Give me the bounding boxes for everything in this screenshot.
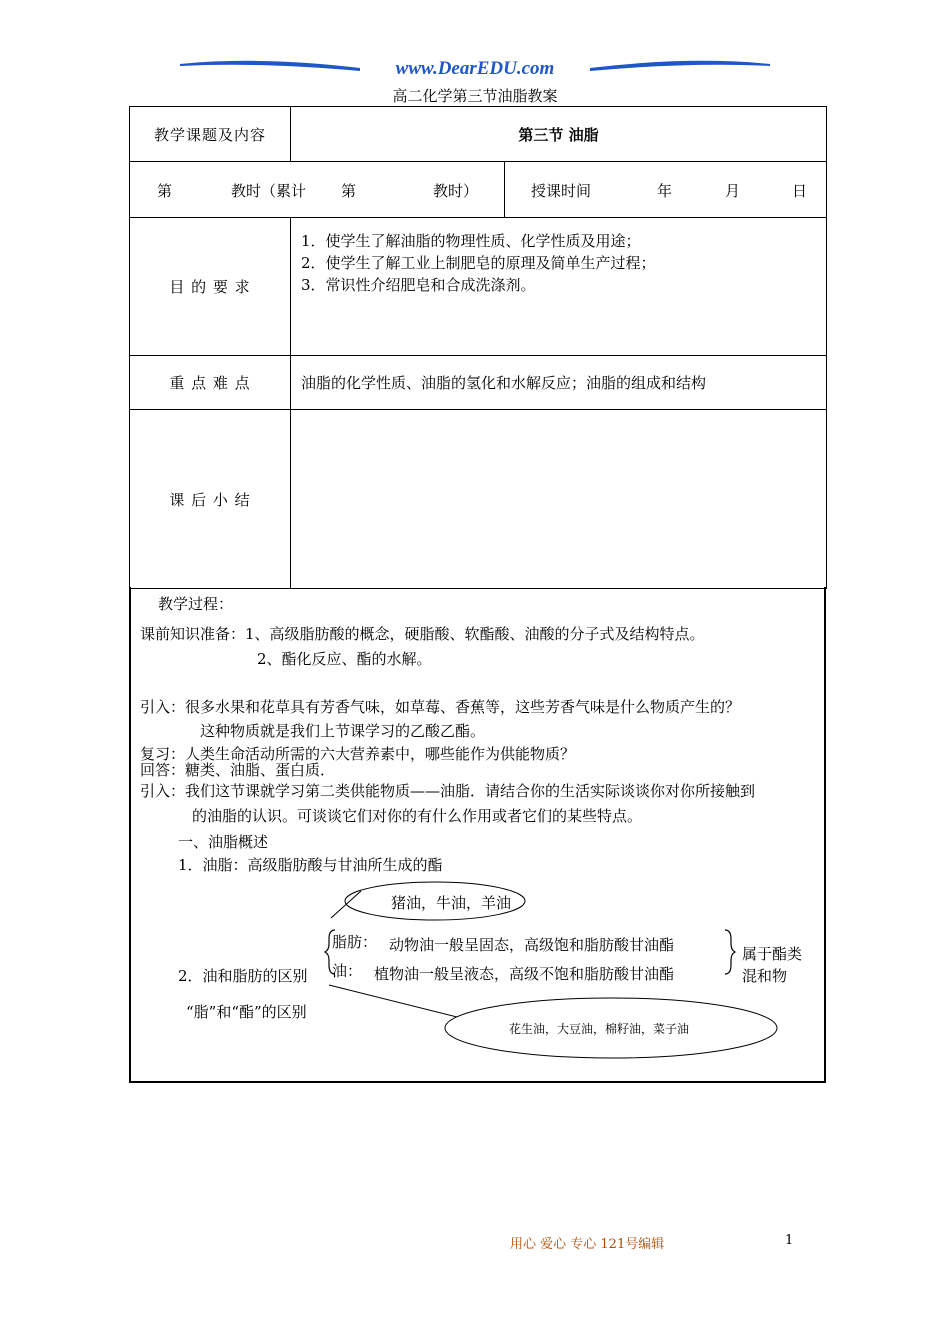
footer-editor-note: 用心 爱心 专心 121号编辑 bbox=[510, 1237, 665, 1252]
summary-value bbox=[291, 410, 827, 589]
key-points-label: 重 点 难 点 bbox=[130, 356, 291, 410]
intro-2-line-1: 引入：我们这节课就学习第二类供能物质——油脂．请结合你的生活实际谈谈你对你所接触到 bbox=[140, 782, 756, 800]
lesson-info-table bbox=[129, 106, 827, 589]
intro-2-line-2: 的油脂的认识。可谈谈它们对你的有什么作用或者它们的某些特点。 bbox=[192, 807, 643, 825]
fat-label: 脂肪： bbox=[332, 933, 378, 951]
process-heading: 教学过程： bbox=[158, 595, 234, 613]
prep-line-2: 2、酯化反应、酯的水解。 bbox=[257, 650, 432, 668]
top-bubble-text: 猪油，牛油，羊油 bbox=[391, 894, 512, 912]
intro-line-2: 这种物质就是我们上节课学习的乙酸乙酯。 bbox=[200, 722, 486, 740]
summary-label: 课 后 小 结 bbox=[130, 410, 291, 589]
year-label: 年 bbox=[657, 182, 673, 200]
review-line: 复习：人类生命活动所需的六大营养素中，哪些能作为供能物质？ bbox=[140, 745, 576, 763]
objective-item: 1．使学生了解油脂的物理性质、化学性质及用途； bbox=[301, 232, 641, 250]
objectives-label: 目 的 要 求 bbox=[130, 218, 291, 356]
oil-description: 植物油一般呈液态，高级不饱和脂肪酸甘油酯 bbox=[374, 965, 675, 983]
logo-text: www.DearEDU.com bbox=[395, 58, 555, 79]
definition-line: 1．油脂：高级脂肪酸与甘油所生成的酯 bbox=[178, 856, 443, 874]
topic-row bbox=[130, 107, 827, 162]
period-divider bbox=[504, 162, 505, 218]
lecture-time-label: 授课时间 bbox=[531, 182, 592, 200]
key-points-row bbox=[130, 356, 827, 410]
document-title: 高二化学第三节油脂教案 bbox=[392, 87, 558, 105]
belongs-line-1: 属于酯类 bbox=[742, 945, 803, 963]
objectives-row bbox=[130, 218, 827, 356]
period-jiaoshi-cumulative: 教时（累计 bbox=[231, 182, 307, 200]
objective-item: 2．使学生了解工业上制肥皂的原理及简单生产过程； bbox=[301, 254, 656, 272]
section-heading: 一、油脂概述 bbox=[178, 833, 269, 851]
fat-description: 动物油一般呈固态，高级饱和脂肪酸甘油酯 bbox=[389, 936, 675, 954]
topic-value: 第三节 油脂 bbox=[291, 107, 827, 162]
bottom-bubble-pointer bbox=[329, 985, 461, 1018]
prep-line-1: 课前知识准备：1、高级脂肪酸的概念，硬脂酸、软酯酸、油酸的分子式及结构特点。 bbox=[140, 625, 705, 643]
right-brace-icon bbox=[725, 930, 735, 974]
topic-label: 教学课题及内容 bbox=[130, 107, 291, 162]
period-row bbox=[130, 162, 827, 218]
period-di-1: 第 bbox=[157, 182, 173, 200]
bottom-bubble-text: 花生油，大豆油，棉籽油，菜子油 bbox=[509, 1022, 690, 1036]
answer-line: 回答：糖类、油脂、蛋白质． bbox=[140, 761, 336, 779]
page-number: 1 bbox=[785, 1233, 794, 1248]
period-jiaoshi-close: 教时） bbox=[433, 182, 479, 200]
month-label: 月 bbox=[725, 182, 741, 200]
intro-line-1: 引入：很多水果和花草具有芳香气味，如草莓、香蕉等，这些芳香气味是什么物质产生的？ bbox=[140, 698, 741, 716]
oil-label: 油： bbox=[332, 962, 363, 980]
summary-row bbox=[130, 410, 827, 589]
oil-fat-difference: 2．油和脂肪的区别 bbox=[178, 967, 308, 985]
key-points-value: 油脂的化学性质、油脂的氢化和水解反应；油脂的组成和结构 bbox=[291, 356, 827, 410]
objective-item: 3．常识性介绍肥皂和合成洗涤剂。 bbox=[301, 276, 536, 294]
teaching-process-box bbox=[129, 587, 826, 1083]
belongs-line-2: 混和物 bbox=[742, 967, 788, 985]
oil-fat-diagram bbox=[131, 587, 824, 1081]
zhi-zhi-difference: “脂”和“酯”的区别 bbox=[186, 1003, 307, 1021]
period-di-2: 第 bbox=[341, 182, 357, 200]
day-label: 日 bbox=[792, 182, 808, 200]
objectives-list bbox=[291, 218, 827, 356]
